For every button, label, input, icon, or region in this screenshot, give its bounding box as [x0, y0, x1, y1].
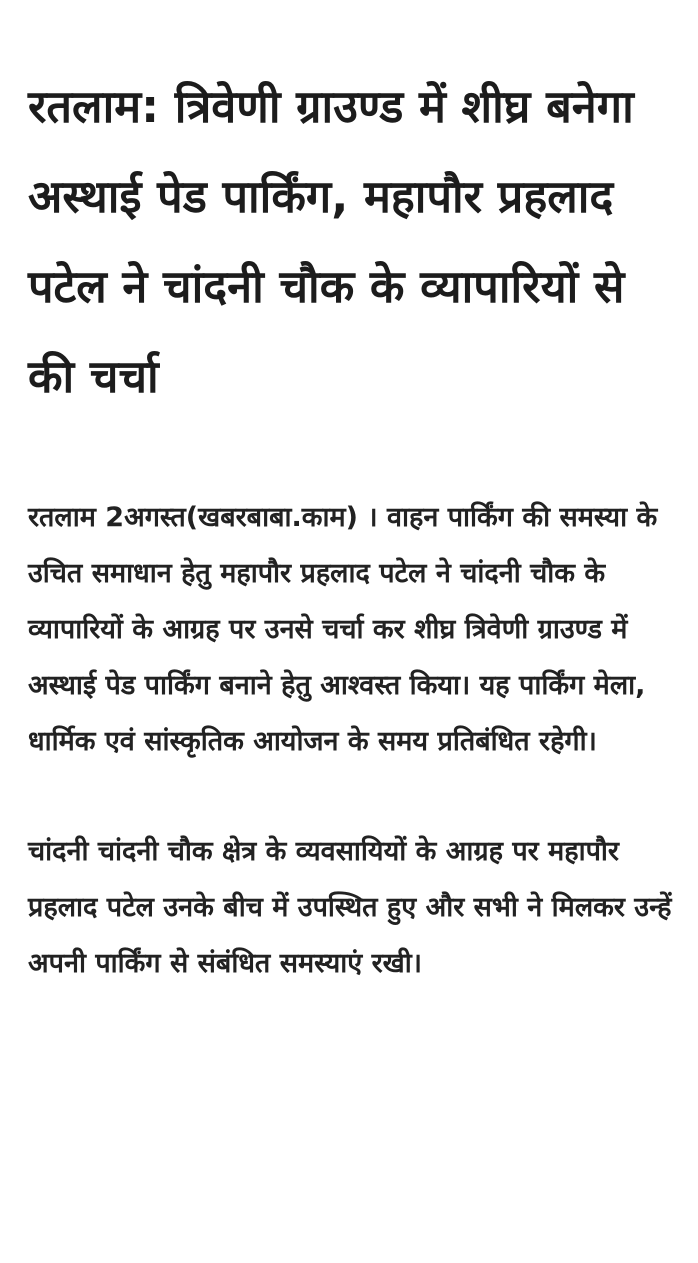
article-headline: रतलाम: त्रिवेणी ग्राउण्ड में शीघ्र बनेगा अस्थाई पेड पार्किंग, महापौर प्रहलाद पटेल ने चांदनी चौक के व्यापारियों से की चर्चा — [28, 80, 634, 403]
article-paragraph-2: चांदनी चांदनी चौक क्षेत्र के व्यवसायियों के आग्रह पर महापौर प्रहलाद पटेल उनके बीच में उपस्थित हुए और सभी ने मिलकर उन्हें अपनी पार्किंग से संबंधित समस्याएं रखी। — [28, 836, 672, 979]
article-paragraph-1: रतलाम 2अगस्त(खबरबाबा.काम) । वाहन पार्किंग की समस्या के उचित समाधान हेतु महापौर प्रहलाद पटेल ने चांदनी चौक के व्यापारियों के आग्रह पर उनसे चर्चा कर शीघ्र त्रिवेणी ग्राउण्ड में अस्थाई पेड पार्किंग बनाने हेतु आश्वस्त किया। यह पार्किंग मेला, धार्मिक एवं सांस्कृतिक आयोजन के समय प्रतिबंधित रहेगी। — [28, 502, 658, 757]
news-article — [28, 62, 678, 992]
